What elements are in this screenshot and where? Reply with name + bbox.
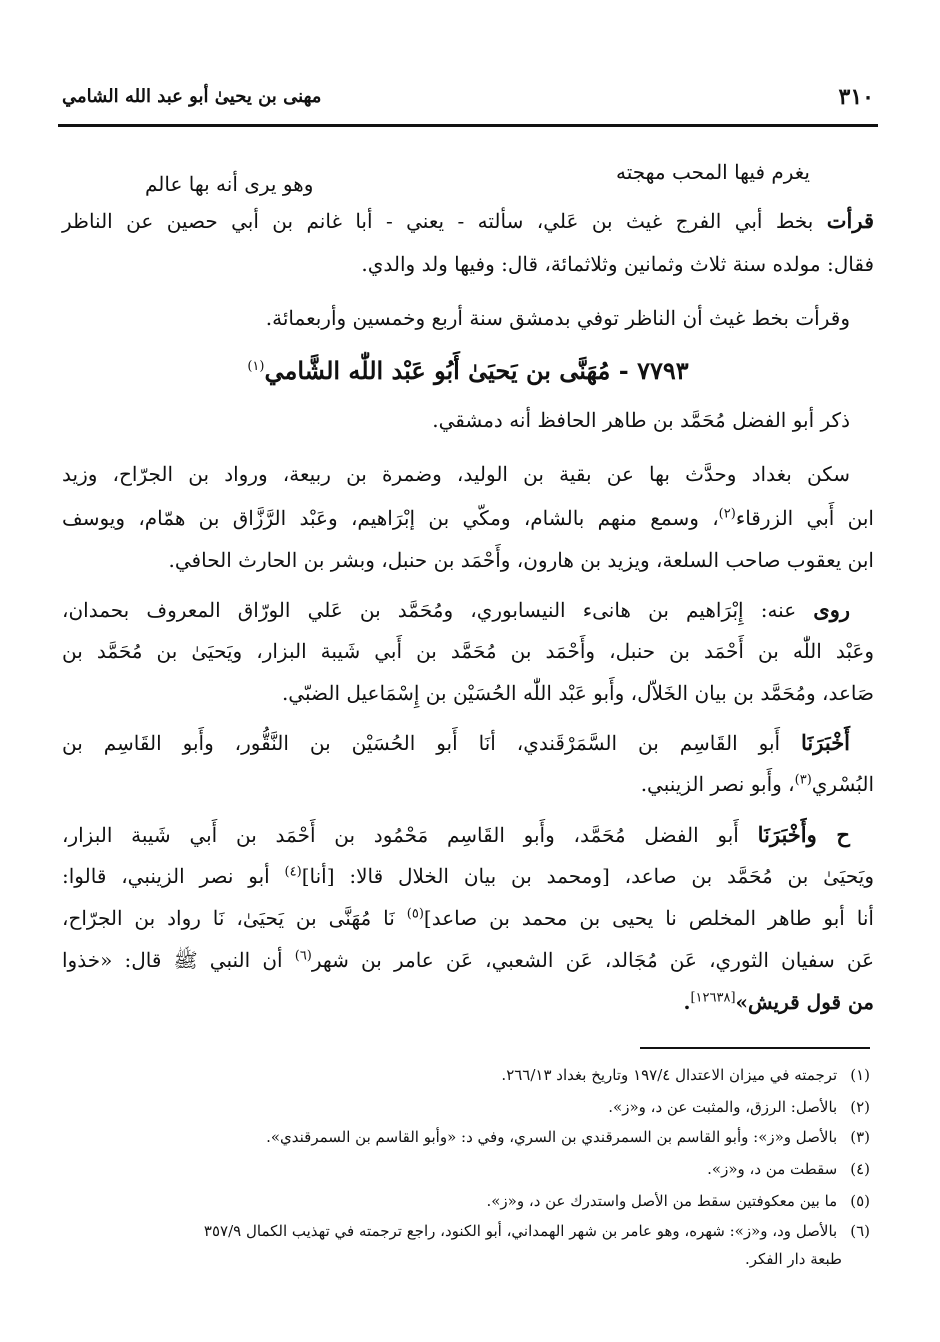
- footnote: (٢) بالأصل: الرزق، والمثبت عن د، و«ز».: [608, 1098, 870, 1116]
- lead-word: أَخْبَرَنَا: [801, 730, 851, 755]
- paragraph-line: فقال: مولده سنة ثلاث وثمانين وثلاثمائة، قال: وفيها ولد والدي.: [361, 252, 874, 276]
- paragraph-line: ابن أَبي الزرقاء$^{(٢)}$، وسمع منهم بالشام، ومكّي بن إبْرَاهيم، وعَبْد الرَّزَّاق بن همّام، ويوسف: [62, 506, 874, 530]
- paragraph-line: أَخْبَرَنَا أَبو القَاسِم بن السَّمَرْقَندي، أنَا أَبو الحُسَيْن بن النَّقُّور، وأَبو القَاسِم بن: [62, 730, 851, 755]
- footnote: (٣) بالأصل و«ز»: وأبو القاسم بن السمرقندي بن السري، وفي د: «وأبو القاسم بن السمرقندي».: [266, 1128, 870, 1146]
- paragraph-line: صَاعد، ومُحَمَّد بن بيان الخَلاّل، وأَبو عَبْد اللّٰه الحُسَيْن بن إِسْمَاعيل الضبّي.: [281, 681, 874, 705]
- footnote-ref: (١): [247, 359, 265, 374]
- footnote-ref: (٣): [794, 772, 812, 788]
- paragraph-line: قرأت بخط أبي الفرج غيث بن عَلي، سألته - يعني - أبا غانم بن أبي حصين عن الناظر: [62, 208, 875, 233]
- hadith-number: [١٢٦٣٨]: [690, 990, 736, 1006]
- paragraph-line: عَن سفيان الثوري، عَن مُجَالد، عَن الشعبي، عَن عامر بن شهر$^{(٦)}$ أن النبي ﷺ قال: «خذوا: [62, 948, 875, 972]
- page-header: [62, 82, 874, 122]
- footnote-rule: [640, 1047, 870, 1049]
- page-number: ٣١٠: [838, 84, 874, 110]
- footnote-ref: (٦): [294, 948, 312, 964]
- footnote: (١) ترجمته في ميزان الاعتدال ١٩٧/٤ وتاريخ بغداد ٢٦٦/١٣.: [501, 1066, 870, 1084]
- verse-hemistich-2: وهو يرى أنه بها عالم: [145, 172, 314, 196]
- paragraph-line: أنا أبو طاهر المخلص نا يحيى بن محمد بن صاعد]$^{(٥)}$ نَا مُهَنَّى بن يَحيَىٰ، نَا رواد بن الجرّاح،: [62, 906, 874, 930]
- footnote-ref: (٥): [406, 906, 424, 922]
- header-rule: [58, 124, 878, 127]
- footnote: (٤) سقطت من د، و«ز».: [707, 1160, 870, 1178]
- paragraph-line: ح وأَخْبَرَنَا أَبو الفضل مُحَمَّد، وأَبو القَاسِم مَحْمُود بن أَحْمَد بن أَبي شَيبة البزار،: [62, 822, 850, 847]
- lead-word: روى: [813, 597, 851, 622]
- paragraph-line: ذكر أبو الفضل مُحَمَّد بن طاهر الحافظ أنه دمشقي.: [432, 408, 850, 432]
- footnote-ref: (٤): [284, 864, 302, 880]
- paragraph-line: روى عنه: إِبْرَاهيم بن هانىء النيسابوري، ومُحَمَّد بن عَلي الورّاق المعروف بحمدان،: [62, 597, 851, 622]
- verse-hemistich-1: يغرم فيها المحب مهجته: [616, 160, 810, 184]
- footnote-continuation: طبعة دار الفكر.: [744, 1250, 842, 1268]
- lead-word: قرأت: [826, 208, 875, 233]
- paragraph-line: ويَحيَىٰ بن مُحَمَّد بن صاعد، [ومحمد بن بيان الخلال قالا: [أنا]$^{(٤)}$ أبو نصر الزينبي، قالوا:: [62, 864, 875, 888]
- footnote: (٦) بالأصل ود، و«ز»: شهره، وهو عامر بن شهر الهمداني، أبو الكنود، راجع ترجمته في تهذيب الكمال ٣٥٧/٩: [203, 1222, 870, 1240]
- paragraph-line: سكن بغداد وحدَّث بها عن بقية بن الوليد، وضمرة بن ربيعة، ورواد بن الجرّاح، وزيد: [62, 462, 850, 486]
- footnote: (٥) ما بين معكوفتين سقط من الأصل واستدرك عن د، و«ز».: [486, 1192, 870, 1210]
- running-title: مهنى بن يحيىٰ أبو عبد الله الشامي: [62, 86, 322, 107]
- paragraph-line: من قول قريش»[١٢٦٣٨].: [683, 990, 874, 1014]
- paragraph-line: وعَبْد اللّٰه بن أَحْمَد بن حنبل، وأَحْمَد بن مُحَمَّد بن أَبي شَيبة البزار، ويَحيَىٰ بن مُحَمَّد بن: [62, 639, 874, 663]
- lead-word: ح وأَخْبَرَنَا: [757, 822, 850, 847]
- footnote-ref: (٢): [718, 506, 736, 522]
- paragraph-line: البُسْري$^{(٣)}$، وأَبو نصر الزينبي.: [640, 772, 874, 796]
- entry-heading: ٧٧٩٣ - مُهَنَّى بن يَحيَىٰ أَبُو عَبْد اللّٰه الشَّامي$^{(١)}$: [247, 356, 689, 385]
- paragraph-line: وقرأت بخط غيث أن الناظر توفي بدمشق سنة أربع وخمسين وأربعمائة.: [265, 306, 850, 330]
- paragraph-line: ابن يعقوب صاحب السلعة، ويزيد بن هارون، وأَحْمَد بن حنبل، وبشر بن الحارث الحافي.: [168, 548, 874, 572]
